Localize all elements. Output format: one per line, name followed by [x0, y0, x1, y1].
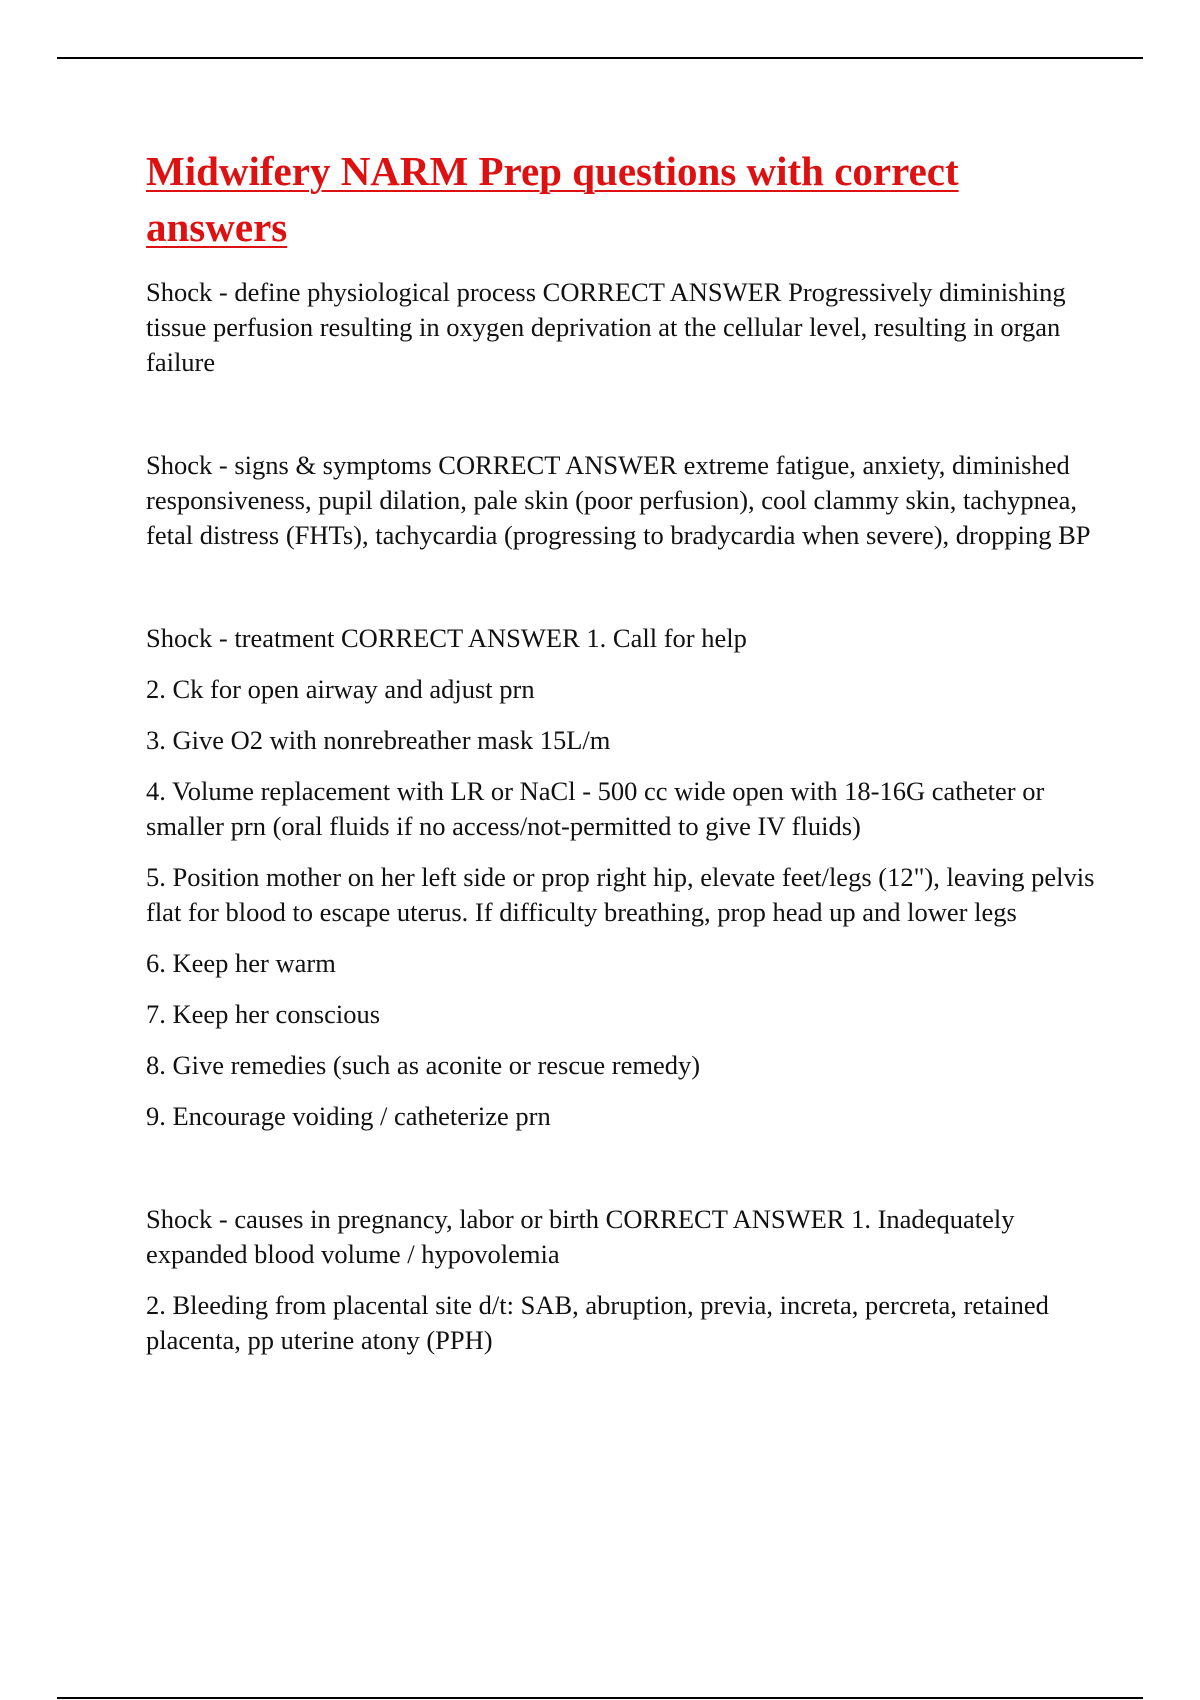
qa-list-item: 2. Ck for open airway and adjust prn: [146, 674, 535, 704]
qa-block-shock-treatment: [146, 621, 1096, 1134]
qa-list-item: 9. Encourage voiding / catheterize prn: [146, 1101, 551, 1131]
footer-rule: [57, 1697, 1143, 1699]
qa-block-shock-signs: [146, 448, 1096, 553]
qa-list-item: 4. Volume replacement with LR or NaCl - 500 cc wide open with 18-16G catheter or smaller prn (oral fluids if no access/not-permitted to give IV fluids): [146, 776, 1045, 841]
qa-list-item: 2. Bleeding from placental site d/t: SAB, abruption, previa, increta, percreta, retained placenta, pp uterine atony (PPH): [146, 1290, 1049, 1355]
document-title: Midwifery NARM Prep questions with correct answers: [146, 148, 959, 250]
document-body: [146, 143, 1096, 1358]
qa-paragraph: Shock - causes in pregnancy, labor or birth CORRECT ANSWER 1. Inadequately expanded blood volume / hypovolemia: [146, 1204, 1015, 1269]
qa-list-item: 6. Keep her warm: [146, 948, 336, 978]
qa-paragraph: Shock - treatment CORRECT ANSWER 1. Call for help: [146, 623, 747, 653]
qa-paragraph: Shock - signs & symptoms CORRECT ANSWER extreme fatigue, anxiety, diminished responsiveness, pupil dilation, pale skin (poor perfusion), cool clammy skin, tachypnea, fetal distress (FHTs), tachycardia (progressing to bradycardia when severe), dropping BP: [146, 450, 1091, 550]
header-rule: [57, 57, 1143, 59]
qa-list-item: 8. Give remedies (such as aconite or rescue remedy): [146, 1050, 701, 1080]
qa-list-item: 3. Give O2 with nonrebreather mask 15L/m: [146, 725, 611, 755]
qa-list-item: 5. Position mother on her left side or prop right hip, elevate feet/legs (12"), leaving pelvis flat for blood to escape uterus. If difficulty breathing, prop head up and lower legs: [146, 862, 1095, 927]
qa-list-item: 7. Keep her conscious: [146, 999, 381, 1029]
qa-block-shock-causes: [146, 1202, 1096, 1358]
qa-block-shock-definition: [146, 275, 1096, 380]
qa-paragraph: Shock - define physiological process CORRECT ANSWER Progressively diminishing tissue perfusion resulting in oxygen deprivation at the cellular level, resulting in organ failure: [146, 277, 1066, 377]
